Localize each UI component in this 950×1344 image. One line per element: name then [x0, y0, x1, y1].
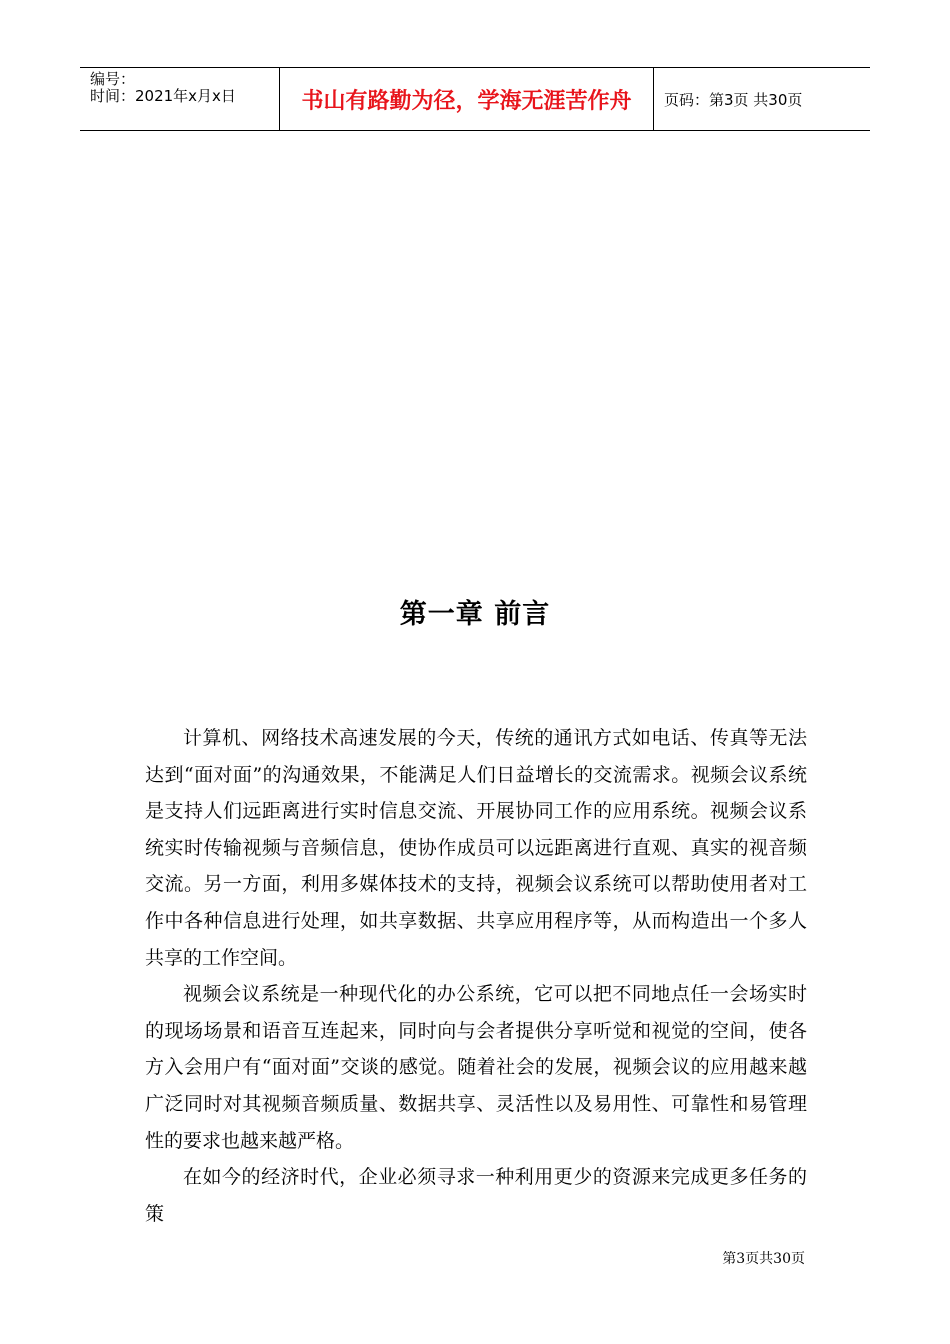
paragraph-2: 视频会议系统是一种现代化的办公系统，它可以把不同地点任一会场实时的现场场景和语音互连起来，同时向与会者提供分享听觉和视觉的空间，使各方入会用户有“面对面”交谈的感觉。随着社会的发展，视频会议的应用越来越广泛同时对其视频音频质量、数据共享、灵活性以及易用性、可靠性和易管理性的要求也越来越严格。: [145, 983, 807, 1152]
date-label: 时间：2021年x月x日: [90, 87, 236, 105]
header-motto: 书山有路勤为径，学海无涯苦作舟: [280, 68, 654, 130]
header-meta-cell: [80, 68, 280, 130]
header-table: [80, 67, 870, 131]
paragraph-1: 计算机、网络技术高速发展的今天，传统的通讯方式如电话、传真等无法达到“面对面”的沟通效果，不能满足人们日益增长的交流需求。视频会议系统是支持人们远距离进行实时信息交流、开展协同工作的应用系统。视频会议系统实时传输视频与音频信息，使协作成员可以远距离进行直观、真实的视音频交流。另一方面，利用多媒体技术的支持，视频会议系统可以帮助使用者对工作中各种信息进行处理，如共享数据、共享应用程序等，从而构造出一个多人共享的工作空间。: [145, 727, 807, 969]
chapter-title: 第一章 前言: [399, 599, 551, 630]
serial-number-label: 编号：: [90, 70, 136, 88]
paragraph-3: 在如今的经济时代，企业必须寻求一种利用更少的资源来完成更多任务的策: [145, 1166, 807, 1225]
footer-page-number: 第3页共30页: [722, 1251, 805, 1267]
header-page-info: 页码：第3页 共30页: [664, 90, 803, 109]
body-content: [145, 720, 807, 1232]
